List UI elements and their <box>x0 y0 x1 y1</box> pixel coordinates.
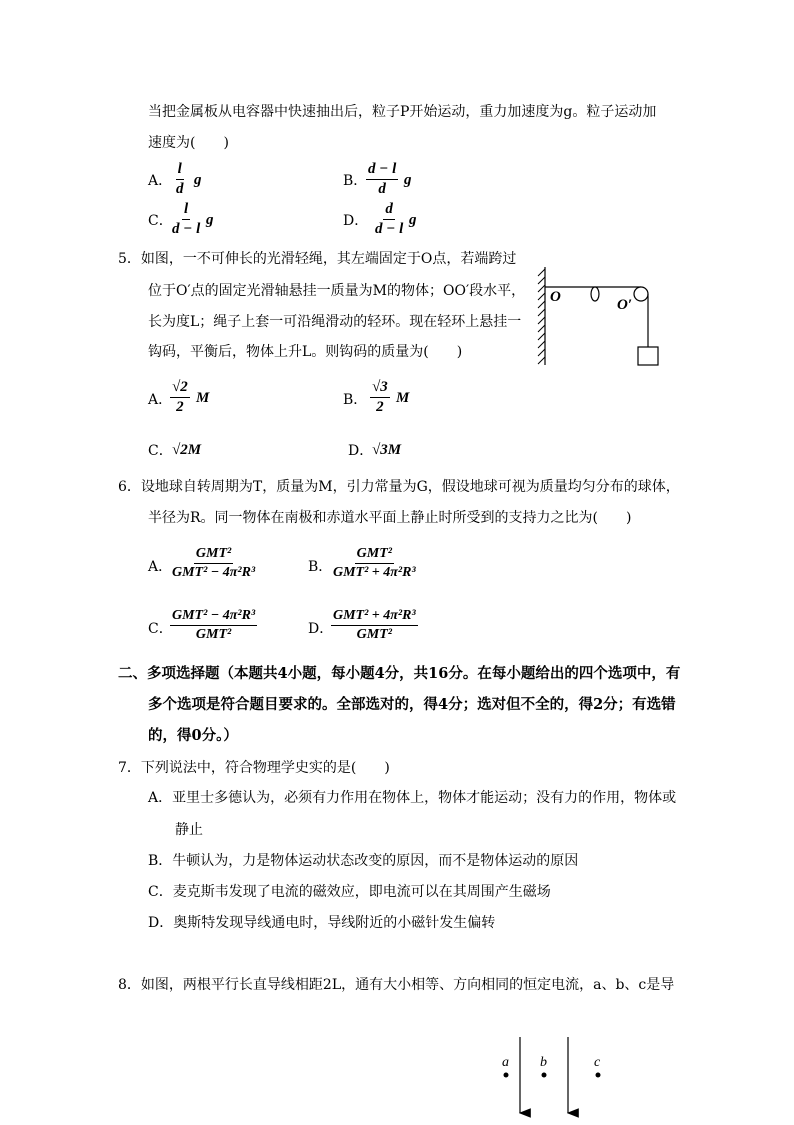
q6-option-b-fraction <box>331 547 418 580</box>
section2-heading-line1: 二、多项选择题（本题共4小题，每小题4分，共16分。在每小题给出的四个选项中，有 <box>118 665 681 682</box>
q4-option-a-label: A． <box>148 173 173 189</box>
point-c <box>596 1073 601 1078</box>
q4-option-c-denominator: d − l <box>172 221 201 237</box>
q4-option-a-numerator: l <box>176 162 184 180</box>
q8-wires-figure <box>490 1035 630 1125</box>
q4-option-a-denominator: d <box>176 181 184 197</box>
q5-option-a-fraction <box>170 380 190 415</box>
label-o-prime: O′ <box>617 297 633 313</box>
label-o: O <box>550 289 561 305</box>
q6-option-b-numerator: GMT² <box>355 547 394 564</box>
q5-option-a-numerator: √2 <box>170 380 190 398</box>
pulley-icon <box>634 287 648 301</box>
label-a: a <box>502 1055 509 1070</box>
q4-stem-line1: 当把金属板从电容器中快速抽出后，粒子P开始运动，重力加速度为g。粒子运动加 <box>148 104 657 120</box>
q7-option-a-line1: A．亚里士多德认为，必须有力作用在物体上，物体才能运动；没有力的作用，物体或 <box>148 790 677 806</box>
q6-stem-line2: 半径为R。同一物体在南极和赤道水平面上静止时所受到的支持力之比为( ) <box>148 510 632 526</box>
q6-stem-line1: 6．设地球自转周期为T，质量为M，引力常量为G，假设地球可视为质量均匀分布的球体， <box>118 479 680 495</box>
q6-option-c-fraction <box>170 609 257 642</box>
q7-stem: 7．下列说法中，符合物理学史实的是( ) <box>118 760 390 776</box>
q6-option-a-numerator: GMT² <box>194 547 233 564</box>
wall-hatching <box>538 269 545 364</box>
q7-option-d: D．奥斯特发现导线通电时，导线附近的小磁针发生偏转 <box>148 915 496 931</box>
q4-option-b-tail: g <box>404 172 412 188</box>
q7-option-c: C．麦克斯韦发现了电流的磁效应，即电流可以在其周围产生磁场 <box>148 884 551 900</box>
q5-option-a-denominator: 2 <box>176 399 184 415</box>
q4-option-b-denominator: d <box>378 181 386 197</box>
hanging-mass <box>638 347 658 365</box>
q5-option-d-expression: √3M <box>372 442 402 458</box>
q6-option-c-label: C． <box>148 621 173 637</box>
q4-option-c-tail: g <box>206 212 214 228</box>
q4-option-d-tail: g <box>409 212 417 228</box>
q7-option-a-line2: 静止 <box>175 822 203 838</box>
label-b: b <box>540 1055 547 1070</box>
section2-heading-line3: 的，得0分。） <box>148 727 238 744</box>
q5-option-b-fraction <box>370 380 390 415</box>
q5-option-b-label: B． <box>343 392 368 408</box>
q5-option-d-label: D． <box>348 443 374 459</box>
q8-stem: 8．如图，两根平行长直导线相距2L，通有大小相等、方向相同的恒定电流，a、b、c是导 <box>118 977 675 993</box>
q6-option-b-denominator: GMT² + 4π²R³ <box>333 565 416 580</box>
q6-option-b-label: B． <box>308 559 333 575</box>
q6-option-a-denominator: GMT² − 4π²R³ <box>172 565 256 580</box>
q6-option-a-fraction <box>170 547 257 580</box>
q5-stem-line4: 钩码，平衡后，物体上升L。则钩码的质量为( ) <box>148 344 463 360</box>
section2-heading-line2: 多个选项是符合题目要求的。全部选对的，得4分；选对但不全的，得2分；有选错 <box>148 696 676 713</box>
q4-option-a-tail: g <box>194 172 202 188</box>
point-a <box>504 1073 509 1078</box>
q6-option-d-fraction <box>331 609 418 642</box>
q5-option-c-label: C． <box>148 443 173 459</box>
q4-option-c-label: C． <box>148 213 173 229</box>
q6-option-d-numerator: GMT² + 4π²R³ <box>331 609 418 626</box>
q4-option-d-denominator: d − l <box>375 221 404 237</box>
q5-stem-line2: 位于O′点的固定光滑轴悬挂一质量为M的物体；OO′段水平， <box>148 283 526 299</box>
q4-option-b-label: B． <box>343 173 368 189</box>
q5-option-c-expression: √2M <box>172 442 202 458</box>
point-b <box>542 1073 547 1078</box>
q5-pulley-figure <box>535 265 685 375</box>
q7-option-b: B．牛顿认为，力是物体运动状态改变的原因，而不是物体运动的原因 <box>148 853 579 869</box>
q5-option-b-tail: M <box>396 390 410 406</box>
q6-option-c-numerator: GMT² − 4π²R³ <box>170 609 257 626</box>
q5-stem-line3: 长为度L；绳子上套一可沿绳滑动的轻环。现在轻环上悬挂一 <box>148 314 522 330</box>
q4-option-d-label: D． <box>343 213 369 229</box>
q6-option-d-denominator: GMT² <box>356 627 392 642</box>
label-c: c <box>594 1055 601 1070</box>
q5-stem-line1: 5．如图，一不可伸长的光滑轻绳，其左端固定于O点，若端跨过 <box>118 251 517 267</box>
q6-option-a-label: A． <box>148 559 173 575</box>
q4-option-d-numerator: d <box>383 202 395 220</box>
q4-stem-line2: 速度为( ) <box>148 135 229 151</box>
q4-option-d-fraction <box>373 202 405 237</box>
q6-option-c-denominator: GMT² <box>195 627 232 642</box>
q6-option-d-label: D． <box>308 621 334 637</box>
light-ring <box>591 287 599 301</box>
q4-option-b-fraction <box>366 162 398 197</box>
q4-option-c-numerator: l <box>182 202 190 220</box>
q4-option-b-numerator: d − l <box>366 162 398 180</box>
q5-option-a-tail: M <box>196 390 210 406</box>
q4-option-c-fraction <box>170 202 202 237</box>
q5-option-a-label: A． <box>148 392 173 408</box>
q4-option-a-fraction <box>174 162 186 197</box>
q5-option-b-numerator: √3 <box>370 380 390 398</box>
q5-option-b-denominator: 2 <box>376 399 384 415</box>
